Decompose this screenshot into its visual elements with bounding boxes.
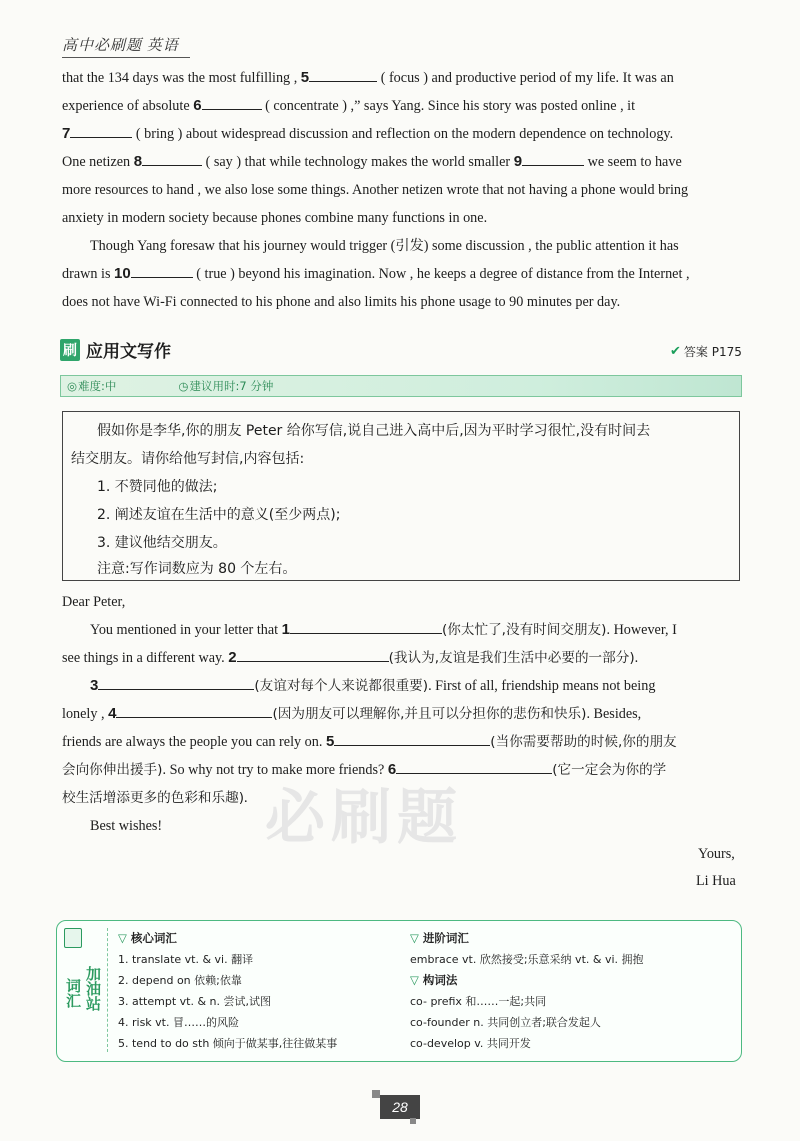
watermark: 必刷题	[265, 783, 463, 853]
core-vocab-heading: ▽ 核心词汇	[118, 931, 177, 945]
writing-blank-5[interactable]	[334, 731, 490, 746]
blank-number-6: 6	[387, 761, 397, 778]
writing-blank-6[interactable]	[396, 759, 552, 774]
writing-blank-1[interactable]	[290, 619, 442, 634]
vocab-item: embrace vt. 欣然接受;乐意采纳 vt. & vi. 拥抱	[410, 953, 644, 966]
passage-line-5: more resources to hand , we also lose some things. Another netizen wrote that not having a phone would bring	[62, 182, 689, 198]
gem-icon: ▽	[118, 931, 127, 945]
blank-number-8: 8	[133, 153, 143, 170]
answer-reference[interactable]: ✔ 答案 P175	[670, 344, 742, 359]
difficulty-label: 难度:中	[78, 379, 117, 393]
passage-line-4: One netizen 8 ( say ) that while technology makes the world smaller 9 we seem to have	[62, 153, 682, 170]
vocab-item: 1. translate vt. & vi. 翻译	[118, 953, 254, 966]
passage-line-1: that the 134 days was the most fulfilling , 5 ( focus ) and productive period of my life. It was an	[62, 69, 674, 86]
blank-number-5: 5	[300, 69, 310, 86]
passage-line-9: does not have Wi-Fi connected to his phone and also limits his phone usage to 90 minutes per day.	[62, 294, 621, 310]
blank-number-3: 3	[90, 677, 99, 694]
passage-line-6: anxiety in modern society because phones combine many functions in one.	[62, 210, 488, 226]
letter-signature: Li Hua	[696, 873, 736, 889]
letter-body	[62, 588, 744, 840]
vocab-item: co-develop v. 共同开发	[410, 1037, 531, 1050]
vocab-item: co-founder n. 共同创立者;联合发起人	[410, 1016, 601, 1029]
gem-icon: ▽	[410, 931, 419, 945]
vocab-item: 5. tend to do sth 倾向于做某事,往往做某事	[118, 1037, 338, 1050]
header-underline	[62, 57, 190, 58]
answer-blank-8[interactable]	[142, 151, 202, 166]
writing-prompt-box	[62, 411, 740, 581]
checkmark-icon: ✔	[670, 344, 681, 359]
vocab-item: 2. depend on 依赖;依靠	[118, 974, 242, 987]
vocab-item: co- prefix 和……一起;共同	[410, 995, 547, 1008]
answer-blank-6[interactable]	[202, 95, 262, 110]
letter-greeting: Dear Peter,	[62, 594, 126, 610]
time-label: 建议用时:7 分钟	[189, 379, 274, 393]
answer-blank-5[interactable]	[309, 67, 377, 82]
answer-blank-7[interactable]	[70, 123, 132, 138]
reading-passage	[62, 64, 744, 316]
letter-closing: Best wishes!	[90, 818, 163, 834]
notebook-icon	[64, 928, 82, 948]
core-vocab-column	[118, 928, 337, 1054]
blank-number-5: 5	[325, 733, 335, 750]
page-header-title: 高中必刷题 英语	[62, 38, 179, 54]
answer-blank-9[interactable]	[522, 151, 584, 166]
passage-line-2: experience of absolute 6 ( concentrate ) ,” says Yang. Since his story was posted online , it	[62, 97, 636, 114]
vocab-item: 4. risk vt. 冒……的风险	[118, 1016, 239, 1029]
section-title	[60, 337, 171, 362]
writing-blank-3[interactable]	[98, 675, 254, 690]
gem-icon: ▽	[410, 973, 419, 987]
prompt-line-1: 假如你是李华,你的朋友 Peter 给你写信,说自己进入高中后,因为平时学习很忙,没有时间去	[97, 423, 651, 439]
letter-line-7: 校生活增添更多的色彩和乐趣).	[62, 790, 248, 806]
advanced-vocab-column	[410, 928, 644, 1054]
vocab-side-subtitle: 词汇	[64, 978, 82, 1008]
advanced-vocab-heading: ▽ 进阶词汇	[410, 931, 469, 945]
letter-line-5: friends are always the people you can rely on. 5 (当你需要帮助的时候,你的朋友	[62, 733, 677, 750]
blank-number-10: 10	[114, 265, 131, 282]
section-title-text: 应用文写作	[86, 342, 171, 362]
blank-number-9: 9	[513, 153, 523, 170]
prompt-line-4: 2. 阐述友谊在生活中的意义(至少两点);	[97, 507, 341, 523]
shua-badge-icon: 刷	[60, 339, 80, 361]
letter-line-3: 3 (友谊对每个人来说都很重要). First of all, friendship means not being	[90, 677, 656, 694]
vocab-item: 3. attempt vt. & n. 尝试,试图	[118, 995, 271, 1008]
blank-number-6: 6	[193, 97, 202, 114]
blank-number-1: 1	[281, 621, 290, 638]
writing-blank-4[interactable]	[116, 703, 272, 718]
answer-blank-10[interactable]	[131, 263, 193, 278]
page-number-decoration	[372, 1090, 380, 1098]
vocab-side-title: 加油站	[84, 966, 102, 1011]
letter-line-1: You mentioned in your letter that 1 (你太忙了,没有时间交朋友). However, I	[90, 621, 677, 638]
page-number-decoration	[410, 1118, 416, 1124]
passage-line-8: drawn is 10 ( true ) beyond his imagination. Now , he keeps a degree of distance from the Internet ,	[62, 265, 690, 282]
difficulty-bar	[60, 375, 742, 397]
vocab-divider	[107, 928, 108, 1052]
letter-yours: Yours,	[698, 846, 735, 862]
clock-icon: ◷	[178, 379, 189, 393]
prompt-line-2: 结交朋友。请你给他写封信,内容包括:	[71, 451, 305, 467]
passage-line-7: Though Yang foresaw that his journey would trigger (引发) some discussion , the public attention it has	[90, 238, 679, 254]
prompt-line-6: 注意:写作词数应为 80 个左右。	[97, 561, 297, 577]
letter-line-4: lonely , 4 (因为朋友可以理解你,并且可以分担你的悲伤和快乐). Besides,	[62, 705, 642, 722]
writing-blank-2[interactable]	[237, 647, 389, 662]
prompt-line-3: 1. 不赞同他的做法;	[97, 479, 218, 495]
passage-line-3: 7 ( bring ) about widespread discussion and reflection on the modern dependence on technology.	[62, 125, 674, 142]
blank-number-4: 4	[108, 705, 117, 722]
letter-line-6: 会向你伸出援手). So why not try to make more friends? 6 (它一定会为你的学	[62, 761, 667, 778]
blank-number-7: 7	[62, 125, 71, 142]
page-number: 28	[380, 1095, 420, 1119]
word-formation-heading: ▽ 构词法	[410, 973, 458, 987]
difficulty-icon: ◎	[67, 379, 78, 393]
prompt-line-5: 3. 建议他结交朋友。	[97, 535, 227, 551]
letter-line-2: see things in a different way. 2 (我认为,友谊是我们生活中必要的一部分).	[62, 649, 639, 666]
blank-number-2: 2	[228, 649, 237, 666]
